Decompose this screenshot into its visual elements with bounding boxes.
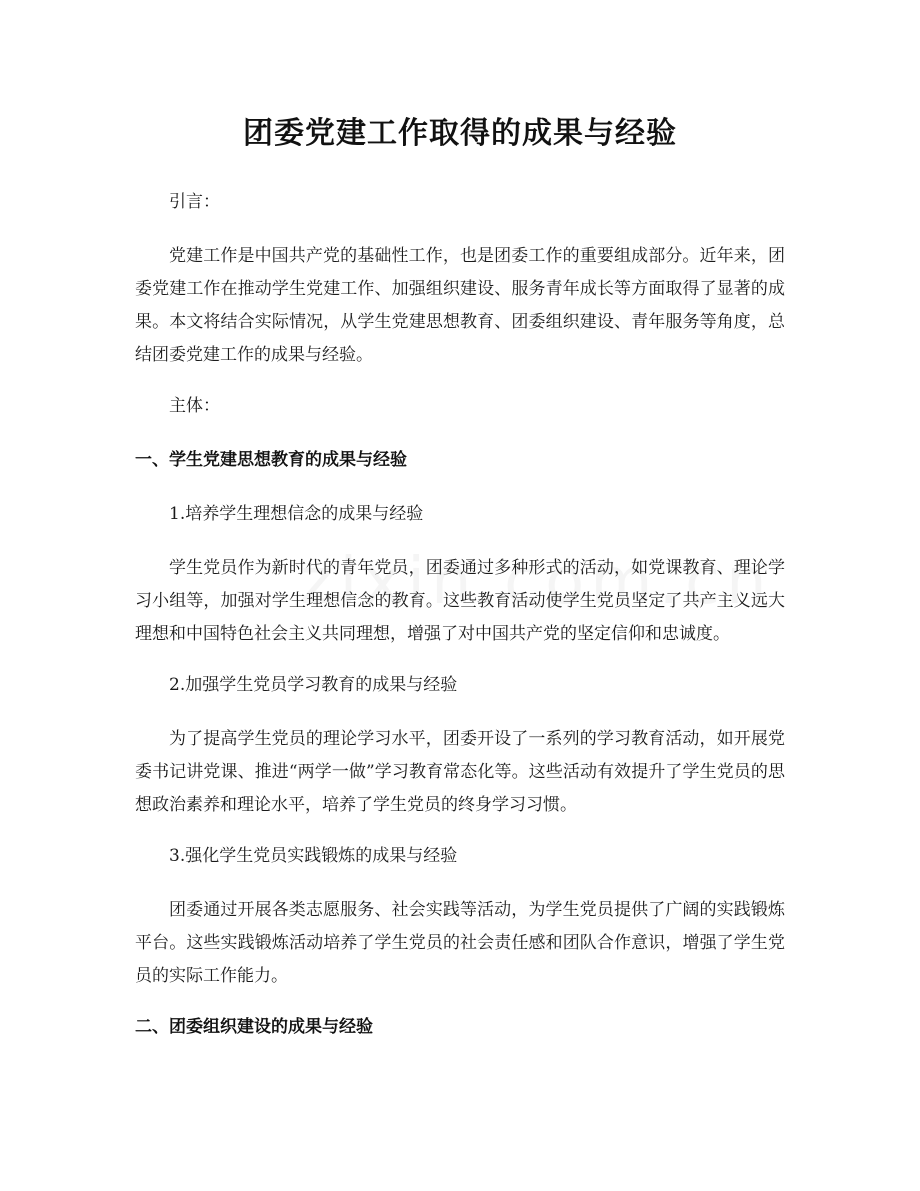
section-heading-1: 一、学生党建思想教育的成果与经验 [135, 450, 407, 470]
subsection-paragraph-1-1: 学生党员作为新时代的青年党员，团委通过多种形式的活动，如党课教育、理论学习小组等，加强对学生理想信念的教育。这些教育活动使学生党员坚定了共产主义远大理想和中国特色社会主义共同理想，增强了对中国共产党的坚定信仰和忠诚度。 [135, 558, 785, 644]
subsection-title-1-2: 2.加强学生党员学习教育的成果与经验 [169, 675, 458, 695]
intro-label: 引言： [169, 192, 220, 212]
subsection-paragraph-1-2: 为了提高学生党员的理论学习水平，团委开设了一系列的学习教育活动，如开展党委书记讲党课、推进“两学一做”学习教育常态化等。这些活动有效提升了学生党员的思想政治素养和理论水平，培养了学生党员的终身学习习惯。 [135, 729, 785, 815]
section-heading-2: 二、团委组织建设的成果与经验 [135, 1017, 373, 1037]
subsection-paragraph-1-3: 团委通过开展各类志愿服务、社会实践等活动，为学生党员提供了广阔的实践锻炼平台。这些实践锻炼活动培养了学生党员的社会责任感和团队合作意识，增强了学生党员的实际工作能力。 [135, 900, 785, 986]
body-label: 主体： [169, 396, 220, 416]
subsection-title-1-1: 1.培养学生理想信念的成果与经验 [169, 504, 424, 524]
subsection-title-1-3: 3.强化学生党员实践锻炼的成果与经验 [169, 846, 458, 866]
document-body [135, 186, 785, 1065]
intro-paragraph: 党建工作是中国共产党的基础性工作，也是团委工作的重要组成部分。近年来，团委党建工作在推动学生党建工作、加强组织建设、服务青年成长等方面取得了显著的成果。本文将结合实际情况，从学生党建思想教育、团委组织建设、青年服务等角度，总结团委党建工作的成果与经验。 [135, 246, 785, 365]
document-title: 团委党建工作取得的成果与经验 [243, 116, 677, 151]
